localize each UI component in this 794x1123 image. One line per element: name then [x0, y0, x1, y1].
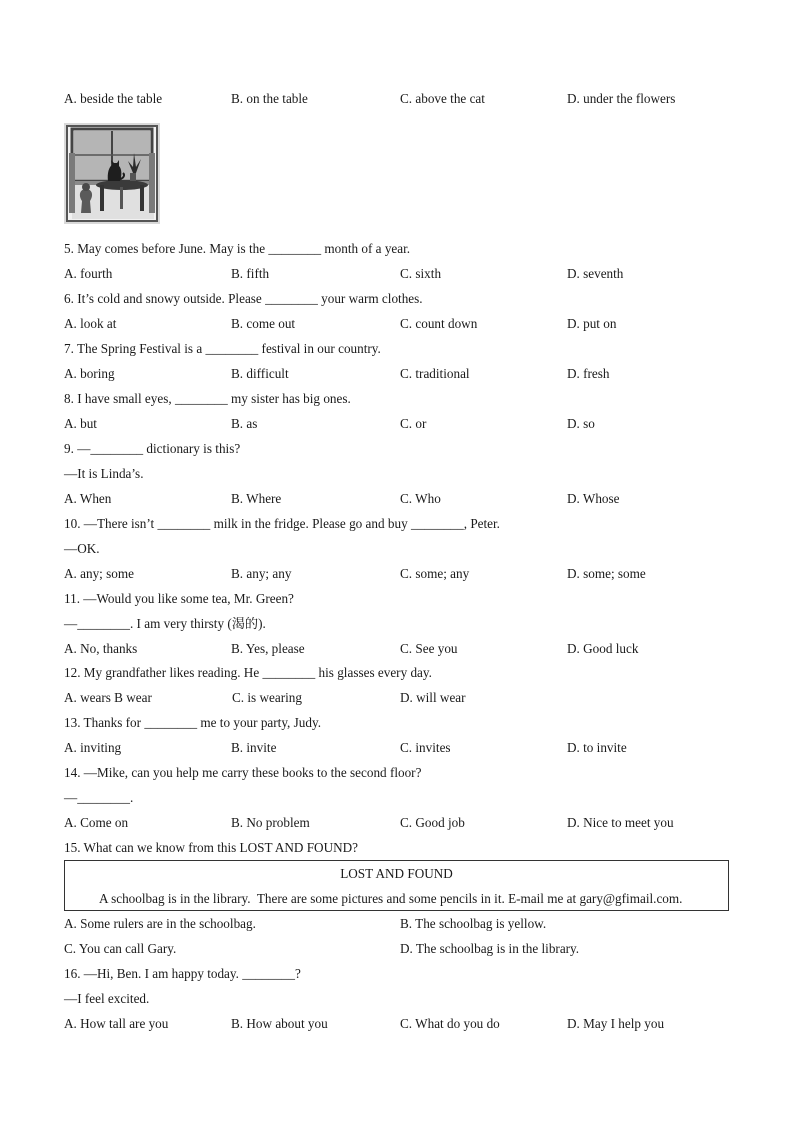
q5-option-c[interactable]: C. sixth — [400, 266, 442, 281]
q7-options — [64, 366, 744, 382]
q8-option-d[interactable]: D. so — [567, 416, 595, 431]
q7-option-b[interactable]: B. difficult — [231, 366, 289, 381]
q6-option-c[interactable]: C. count down — [400, 316, 478, 331]
q16-option-c[interactable]: C. What do you do — [400, 1016, 500, 1031]
q10-option-c[interactable]: C. some; any — [400, 566, 470, 581]
q5-option-d[interactable]: D. seventh — [567, 266, 624, 281]
q13-option-a[interactable]: A. inviting — [64, 740, 122, 755]
q7-option-a[interactable]: A. boring — [64, 366, 115, 381]
q4-option-c[interactable]: C. above the cat — [400, 91, 485, 106]
lost-and-found-notice — [64, 860, 729, 911]
q12-stem: 12. My grandfather likes reading. He ________ his glasses every day. — [64, 665, 432, 680]
q9-stem: 9. —________ dictionary is this? — [64, 441, 241, 456]
q12-option-ab[interactable]: A. wears B wear — [64, 690, 152, 705]
notice-title: LOST AND FOUND — [340, 866, 453, 881]
q11-stem: 11. —Would you like some tea, Mr. Green? — [64, 591, 294, 606]
q12-options — [64, 690, 744, 706]
q5-options — [64, 266, 744, 282]
q10-stem: 10. —There isn’t ________ milk in the fridge. Please go and buy ________, Peter. — [64, 516, 500, 531]
q13-option-d[interactable]: D. to invite — [567, 740, 627, 755]
q15-option-b[interactable]: B. The schoolbag is yellow. — [400, 916, 547, 931]
q9-option-a[interactable]: A. When — [64, 491, 112, 506]
q7-stem: 7. The Spring Festival is a ________ festival in our country. — [64, 341, 381, 356]
q15-stem: 15. What can we know from this LOST AND FOUND? — [64, 840, 359, 855]
q4-option-d[interactable]: D. under the flowers — [567, 91, 676, 106]
q15-options-row2 — [64, 941, 744, 957]
cat-table-picture — [64, 123, 160, 224]
q15-options-row1 — [64, 916, 744, 932]
q14-option-b[interactable]: B. No problem — [231, 815, 310, 830]
q9-option-c[interactable]: C. Who — [400, 491, 441, 506]
q13-option-b[interactable]: B. invite — [231, 740, 277, 755]
q6-option-a[interactable]: A. look at — [64, 316, 117, 331]
notice-body: A schoolbag is in the library. There are some pictures and some pencils in it. E-mail me at gary@gfimail.com. — [99, 891, 683, 906]
q6-options — [64, 316, 744, 332]
q13-options — [64, 740, 744, 756]
q4-option-b[interactable]: B. on the table — [231, 91, 308, 106]
q11-options — [64, 641, 744, 657]
q4-option-a[interactable]: A. beside the table — [64, 91, 163, 106]
q12-option-c[interactable]: C. is wearing — [232, 690, 302, 705]
q8-option-a[interactable]: A. but — [64, 416, 97, 431]
q11-option-b[interactable]: B. Yes, please — [231, 641, 305, 656]
q10-option-b[interactable]: B. any; any — [231, 566, 292, 581]
q15-option-c[interactable]: C. You can call Gary. — [64, 941, 177, 956]
q13-stem: 13. Thanks for ________ me to your party, Judy. — [64, 715, 321, 730]
q9-option-b[interactable]: B. Where — [231, 491, 282, 506]
q6-stem: 6. It’s cold and snowy outside. Please ________ your warm clothes. — [64, 291, 423, 306]
q15-option-a[interactable]: A. Some rulers are in the schoolbag. — [64, 916, 256, 931]
q10-options — [64, 566, 744, 582]
q6-option-b[interactable]: B. come out — [231, 316, 296, 331]
q9-option-d[interactable]: D. Whose — [567, 491, 620, 506]
q14-option-d[interactable]: D. Nice to meet you — [567, 815, 674, 830]
q13-option-c[interactable]: C. invites — [400, 740, 451, 755]
q5-option-a[interactable]: A. fourth — [64, 266, 113, 281]
q16-option-d[interactable]: D. May I help you — [567, 1016, 665, 1031]
q16-option-a[interactable]: A. How tall are you — [64, 1016, 169, 1031]
q10-option-d[interactable]: D. some; some — [567, 566, 646, 581]
q7-option-c[interactable]: C. traditional — [400, 366, 470, 381]
q8-option-b[interactable]: B. as — [231, 416, 258, 431]
q14-options — [64, 815, 744, 831]
q10-option-a[interactable]: A. any; some — [64, 566, 134, 581]
q11-option-c[interactable]: C. See you — [400, 641, 458, 656]
q9-reply: —It is Linda’s. — [64, 466, 144, 481]
q15-option-d[interactable]: D. The schoolbag is in the library. — [400, 941, 580, 956]
q11-reply: —________. I am very thirsty (渴的). — [64, 616, 266, 631]
q7-option-d[interactable]: D. fresh — [567, 366, 610, 381]
q5-stem: 5. May comes before June. May is the ________ month of a year. — [64, 241, 411, 256]
q16-options — [64, 1016, 744, 1032]
q14-option-c[interactable]: C. Good job — [400, 815, 465, 830]
q6-option-d[interactable]: D. put on — [567, 316, 617, 331]
q16-reply: —I feel excited. — [64, 991, 150, 1006]
q9-options — [64, 491, 744, 507]
q14-reply: —________. — [64, 790, 134, 805]
q11-option-a[interactable]: A. No, thanks — [64, 641, 138, 656]
q8-option-c[interactable]: C. or — [400, 416, 427, 431]
q16-stem: 16. —Hi, Ben. I am happy today. ________? — [64, 966, 301, 981]
q12-option-d[interactable]: D. will wear — [400, 690, 466, 705]
q8-stem: 8. I have small eyes, ________ my sister has big ones. — [64, 391, 351, 406]
q4-options — [64, 91, 744, 107]
q16-option-b[interactable]: B. How about you — [231, 1016, 328, 1031]
q14-option-a[interactable]: A. Come on — [64, 815, 129, 830]
q14-stem: 14. —Mike, can you help me carry these books to the second floor? — [64, 765, 422, 780]
q10-reply: —OK. — [64, 541, 100, 556]
q8-options — [64, 416, 744, 432]
q5-option-b[interactable]: B. fifth — [231, 266, 270, 281]
q11-option-d[interactable]: D. Good luck — [567, 641, 639, 656]
